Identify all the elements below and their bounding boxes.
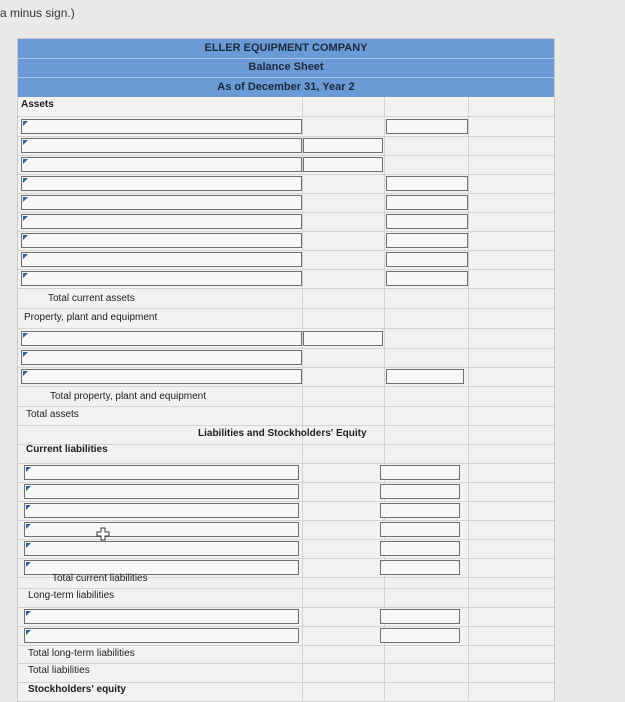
asset-account-select[interactable] [21,157,302,172]
liability-account-select[interactable] [24,484,299,499]
current-liabilities-heading: Current liabilities [26,444,108,455]
liability-amount-input[interactable] [380,465,460,480]
asset-account-select[interactable] [21,214,302,229]
long-term-heading-row [18,588,554,608]
total-current-assets-label: Total current assets [48,293,135,304]
asset-amount-input[interactable] [386,119,468,134]
current-liability-row [18,501,554,521]
total-ppe-row [18,387,554,407]
asset-account-select[interactable] [21,271,302,286]
ppe-amount-input[interactable] [303,331,383,346]
instruction-fragment: a minus sign.) [0,6,75,20]
statement-date: As of December 31, Year 2 [217,81,355,93]
asset-amount-input[interactable] [303,157,383,172]
ppe-account-select[interactable] [21,350,302,365]
total-assets-label: Total assets [26,409,79,420]
assets-heading-row [18,97,554,117]
current-liability-row [18,482,554,502]
ppe-amount-input[interactable] [386,369,464,384]
long-term-heading: Long-term liabilities [28,590,115,601]
current-liabilities-heading-row [18,441,554,464]
asset-row [18,212,554,232]
lt-liability-amount-input[interactable] [380,628,460,643]
long-term-liability-row [18,626,554,646]
ppe-row [18,367,554,387]
asset-account-select[interactable] [21,252,302,267]
asset-row [18,193,554,213]
liability-account-select[interactable] [24,522,299,537]
asset-row [18,117,554,137]
lt-liability-amount-input[interactable] [380,609,460,624]
company-name: ELLER EQUIPMENT COMPANY [204,42,368,54]
total-current-liabilities-label: Total current liabilities [52,573,148,584]
asset-account-select[interactable] [21,176,302,191]
asset-row [18,231,554,251]
ppe-account-select[interactable] [21,369,302,384]
asset-amount-input[interactable] [386,195,468,210]
statement-header [18,39,554,97]
asset-account-select[interactable] [21,195,302,210]
asset-row [18,155,554,175]
liab-equity-heading: Liabilities and Stockholders' Equity [198,428,367,439]
asset-account-select[interactable] [21,119,302,134]
asset-account-select[interactable] [21,233,302,248]
balance-sheet-form [17,38,555,702]
current-liability-row [18,539,554,559]
liability-amount-input[interactable] [380,541,460,556]
liability-account-select[interactable] [24,541,299,556]
asset-row [18,269,554,289]
long-term-liability-row [18,607,554,627]
current-liability-row [18,463,554,483]
assets-heading: Assets [21,99,54,110]
asset-amount-input[interactable] [303,138,383,153]
ppe-heading: Property, plant and equipment [24,312,158,323]
asset-amount-input[interactable] [386,271,468,286]
statement-title: Balance Sheet [248,61,324,73]
total-assets-row [18,406,554,426]
total-liabilities-label: Total liabilities [28,665,90,676]
liability-amount-input[interactable] [380,503,460,518]
total-long-term-label: Total long-term liabilities [28,648,135,659]
stockholders-equity-heading: Stockholders' equity [28,684,126,695]
total-long-term-row [18,644,554,664]
stockholders-equity-heading-row [18,682,554,702]
ppe-row [18,329,554,349]
asset-row [18,174,554,194]
total-current-liabilities-row [18,569,554,589]
move-cursor-icon [96,527,110,541]
asset-amount-input[interactable] [386,214,468,229]
ppe-row [18,348,554,368]
asset-amount-input[interactable] [386,176,468,191]
liability-account-select[interactable] [24,503,299,518]
asset-account-select[interactable] [21,138,302,153]
asset-row [18,250,554,270]
liability-amount-input[interactable] [380,522,460,537]
total-current-assets-row [18,289,554,309]
lt-liability-account-select[interactable] [24,609,299,624]
ppe-heading-row [18,309,554,329]
total-ppe-label: Total property, plant and equipment [50,391,207,402]
asset-amount-input[interactable] [386,252,468,267]
liability-account-select[interactable] [24,465,299,480]
asset-amount-input[interactable] [386,233,468,248]
lt-liability-account-select[interactable] [24,628,299,643]
liability-amount-input[interactable] [380,484,460,499]
ppe-account-select[interactable] [21,331,302,346]
asset-row [18,136,554,156]
total-liabilities-row [18,663,554,683]
